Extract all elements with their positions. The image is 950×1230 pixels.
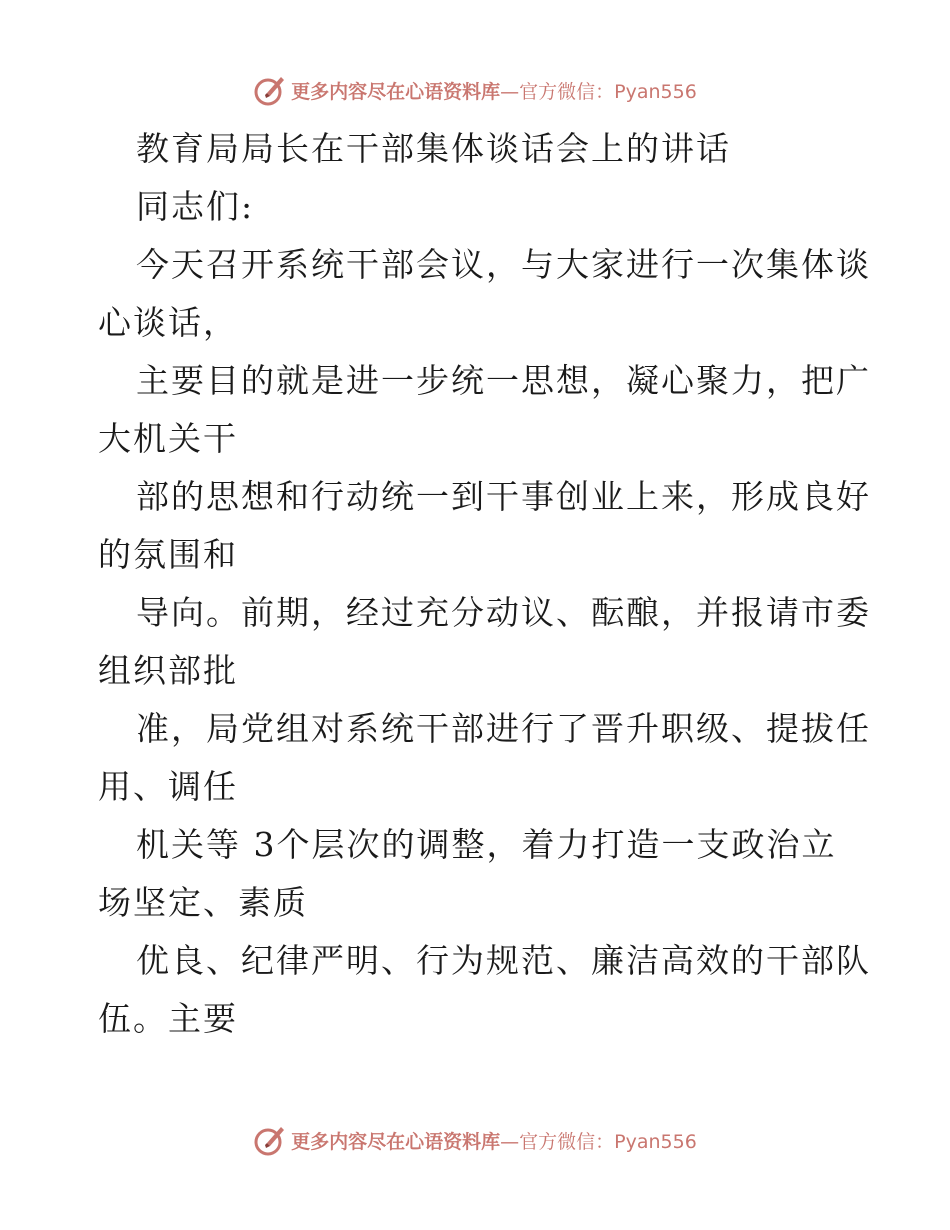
pen-nib-logo-icon	[253, 1123, 287, 1157]
text-line: 今天召开系统干部会议，与大家进行一次集体谈	[136, 245, 871, 284]
text-line: 大机关干	[98, 419, 238, 458]
text-line: 部的思想和行动统一到干事创业上来，形成良好	[136, 477, 871, 516]
banner-slogan: 更多内容尽在心语资料库	[291, 80, 501, 103]
text-line: 组织部批	[98, 651, 238, 690]
pen-nib-logo-icon	[253, 73, 287, 107]
banner-slogan: 更多内容尽在心语资料库	[291, 1130, 501, 1153]
text-line: 的氛围和	[98, 535, 238, 574]
text-line: 导向。前期，经过充分动议、酝酿，并报请市委	[136, 593, 871, 632]
text-line: 伍。主要	[98, 999, 238, 1038]
document-title: 教育局局长在干部集体谈话会上的讲话	[136, 129, 731, 168]
footer-banner	[0, 1120, 950, 1160]
text-line: 主要目的就是进一步统一思想，凝心聚力，把广	[136, 361, 871, 400]
text-line: 机关等 3个层次的调整，着力打造一支政治立	[136, 825, 837, 864]
banner-account: —官方微信：Pyan556	[500, 80, 697, 103]
banner-account: —官方微信：Pyan556	[500, 1130, 697, 1153]
text-line: 心谈话，	[98, 303, 238, 342]
salutation: 同志们:	[136, 187, 255, 226]
paragraph-lines	[98, 236, 871, 1048]
header-banner	[0, 70, 950, 110]
text-line: 准，局党组对系统干部进行了晋升职级、提拔任	[136, 709, 871, 748]
document-body	[98, 120, 871, 1048]
text-line: 优良、纪律严明、行为规范、廉洁高效的干部队	[136, 941, 871, 980]
text-line: 场坚定、素质	[98, 883, 308, 922]
text-line: 用、调任	[98, 767, 238, 806]
